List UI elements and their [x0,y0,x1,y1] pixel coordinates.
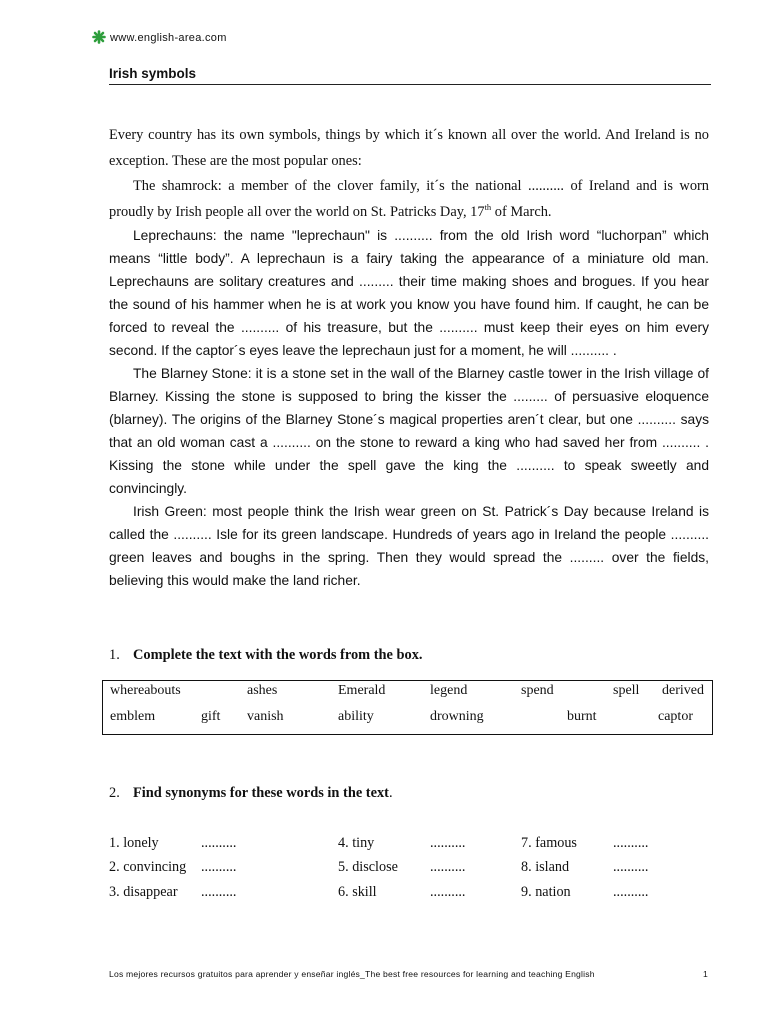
intro-section [109,123,709,225]
synonym-word: 3. disappear [109,884,178,900]
title-divider [109,84,711,85]
synonym-word: 1. lonely [109,835,159,851]
synonym-word: 8. island [521,859,570,875]
word-box-item: spell [613,683,640,698]
shamrock-text-end: of March. [491,203,552,220]
synonym-blank[interactable]: .......... [201,859,237,875]
site-header [92,30,227,47]
clover-icon [92,30,106,47]
site-url[interactable]: www.english-area.com [110,32,227,44]
word-box-item: gift [201,709,221,724]
synonym-word: 9. nation [521,884,571,900]
exercise-1-heading [109,647,423,664]
word-box-item: burnt [567,709,597,724]
word-box-item: Emerald [338,683,386,698]
synonym-blank[interactable]: .......... [613,884,649,900]
word-box-item: derived [662,683,704,698]
word-box-item: drowning [430,709,484,724]
synonym-blank[interactable]: .......... [430,835,466,851]
exercise-2-instruction: Find synonyms for these words in the text [133,785,389,801]
exercise-2-number: 2. [109,785,120,801]
synonym-blank[interactable]: .......... [613,835,649,851]
exercise-2-instruction-end: . [388,785,393,801]
synonym-blank[interactable]: .......... [613,859,649,875]
word-box-item: ability [338,709,374,724]
blarney-paragraph: The Blarney Stone: it is a stone set in the wall of the Blarney castle tower in the Irish village of Blarney. Kissing the stone is supposed to bring the kisser the ......... of persuasive eloquence (blarney). The origins of the Blarney Stone´s magical properties aren´t clear, but one .......... says that an old woman cast a .......... on the stone to reward a king who had saved her from .......... . Kissing the stone while under the spell gave the king the .......... to speak sweetly and convincingly. [109,366,709,496]
shamrock-paragraph [109,174,709,225]
intro-paragraph: Every country has its own symbols, things by which it´s known all over the world. And Ireland is no exception. These are the most popular ones: [109,127,709,169]
exercise-2-heading [109,785,393,802]
synonym-word: 5. disclose [338,859,398,875]
word-box-item: emblem [110,709,156,724]
exercise-1-number: 1. [109,647,120,663]
body-section [109,224,709,592]
synonym-blank[interactable]: .......... [201,884,237,900]
word-box-item: vanish [247,709,284,724]
word-box [102,680,713,735]
exercise-1-instruction: Complete the text with the words from the box. [133,647,423,663]
word-box-item: captor [658,709,693,724]
synonym-word: 2. convincing [109,859,187,875]
page-number: 1 [703,969,708,979]
page-title: Irish symbols [109,66,197,81]
synonym-word: 6. skill [338,884,377,900]
shamrock-text: The shamrock: a member of the clover family, it´s the national .......... of Ireland and is worn proudly by Irish people all over the world on St. Patricks Day, 17 [109,178,709,220]
synonym-blank[interactable]: .......... [201,835,237,851]
synonym-word: 7. famous [521,835,577,851]
page-footer: Los mejores recursos gratuitos para aprender y enseñar inglés_The best free resources for learning and teaching English [109,969,595,979]
word-box-item: legend [430,683,468,698]
synonym-blank[interactable]: .......... [430,859,466,875]
synonym-blank[interactable]: .......... [430,884,466,900]
word-box-item: whereabouts [110,683,181,698]
word-box-item: spend [521,683,554,698]
word-box-item: ashes [247,683,278,698]
irish-green-paragraph: Irish Green: most people think the Irish wear green on St. Patrick´s Day because Ireland is called the .......... Isle for its green landscape. Hundreds of years ago in Ireland the people .......... green leaves and boughs in the spring. Then they would spread the ......... over the fields, believing this would make the land richer. [109,504,709,588]
ordinal-suffix: th [484,201,492,212]
synonym-word: 4. tiny [338,835,375,851]
leprechauns-paragraph: Leprechauns: the name "leprechaun" is .......... from the old Irish word “luchorpan” which means “little body”. A leprechaun is a fairy taking the appearance of a miniature old man. Leprechauns are solitary creatures and ......... their time making shoes and brogues. If you hear the sound of his hammer when he is at work you know you have found him. If caught, he can be forced to reveal the .......... of his treasure, but the .......... must keep their eyes on him every second. If the captor´s eyes leave the leprechaun just for a moment, he will .......... . [109,228,709,358]
